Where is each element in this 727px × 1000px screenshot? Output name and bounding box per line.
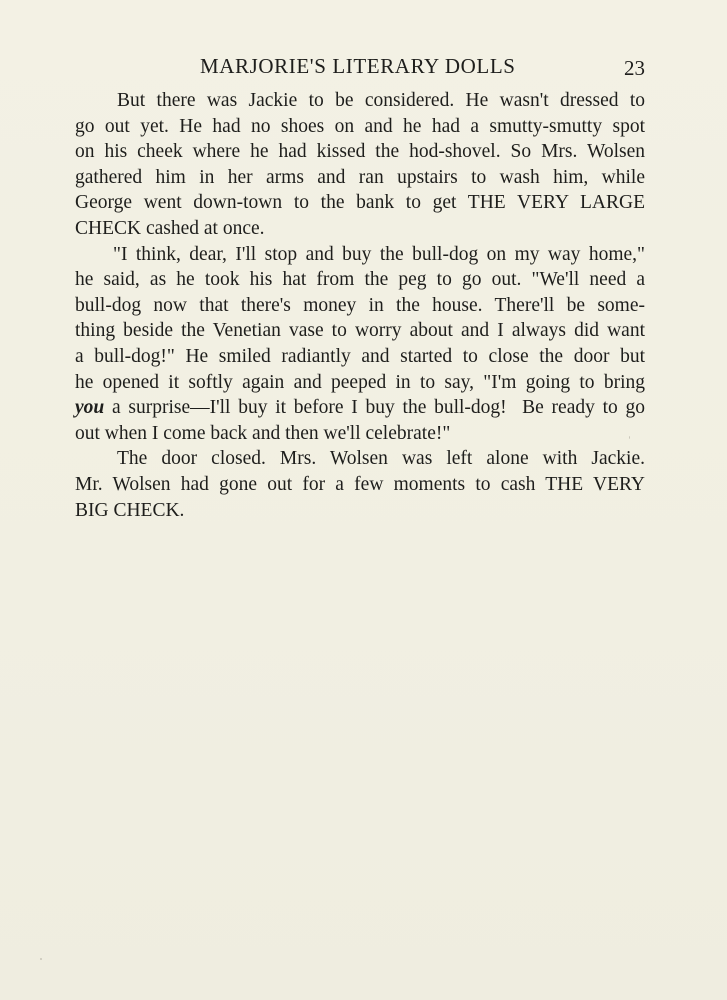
text-line: Mr. Wolsen had gone out for a few moments to cash THE VERY [75, 473, 645, 495]
emphasized-word: you [75, 397, 105, 419]
text-line: CHECK cashed at once. [75, 217, 265, 239]
text-line: But there was Jackie to be considered. He wasn't dressed to [117, 90, 645, 111]
paper-speck [40, 958, 42, 960]
text-line: gathered him in her arms and ran upstairs to wash him, while [75, 166, 645, 188]
text-line: out when I come back and then we'll celebrate!" [75, 422, 451, 444]
text-line: BIG CHECK. [75, 499, 185, 521]
paper-speck [629, 436, 630, 439]
text-line: thing beside the Venetian vase to worry about and I always did want [75, 320, 645, 342]
text-line: go out yet. He had no shoes on and he had a smutty-smutty spot [75, 115, 645, 137]
body-text [75, 88, 645, 523]
text-line: bull-dog now that there's money in the house. There'll be some- [75, 294, 645, 316]
text-line: he opened it softly again and peeped in to say, "I'm going to bring [75, 371, 645, 393]
text-line: on his cheek where he had kissed the hod-shovel. So Mrs. Wolsen [75, 141, 645, 163]
text-line: George went down-town to the bank to get THE VERY LARGE [75, 192, 645, 214]
page-number: 23 [624, 56, 645, 80]
text-line: The door closed. Mrs. Wolsen was left alone with Jackie. [117, 448, 645, 470]
running-head [75, 50, 645, 84]
text-line: a bull-dog!" He smiled radiantly and started to close the door but [75, 345, 645, 367]
running-title: MARJORIE'S LITERARY DOLLS [200, 54, 516, 78]
text-line [75, 395, 645, 421]
text-line-remainder: a surprise—I'll buy it before I buy the bull-dog! Be ready to go [104, 397, 645, 419]
text-line: he said, as he took his hat from the peg to go out. "We'll need a [75, 269, 645, 291]
text-line: "I think, dear, I'll stop and buy the bull-dog on my way home," [113, 243, 645, 265]
